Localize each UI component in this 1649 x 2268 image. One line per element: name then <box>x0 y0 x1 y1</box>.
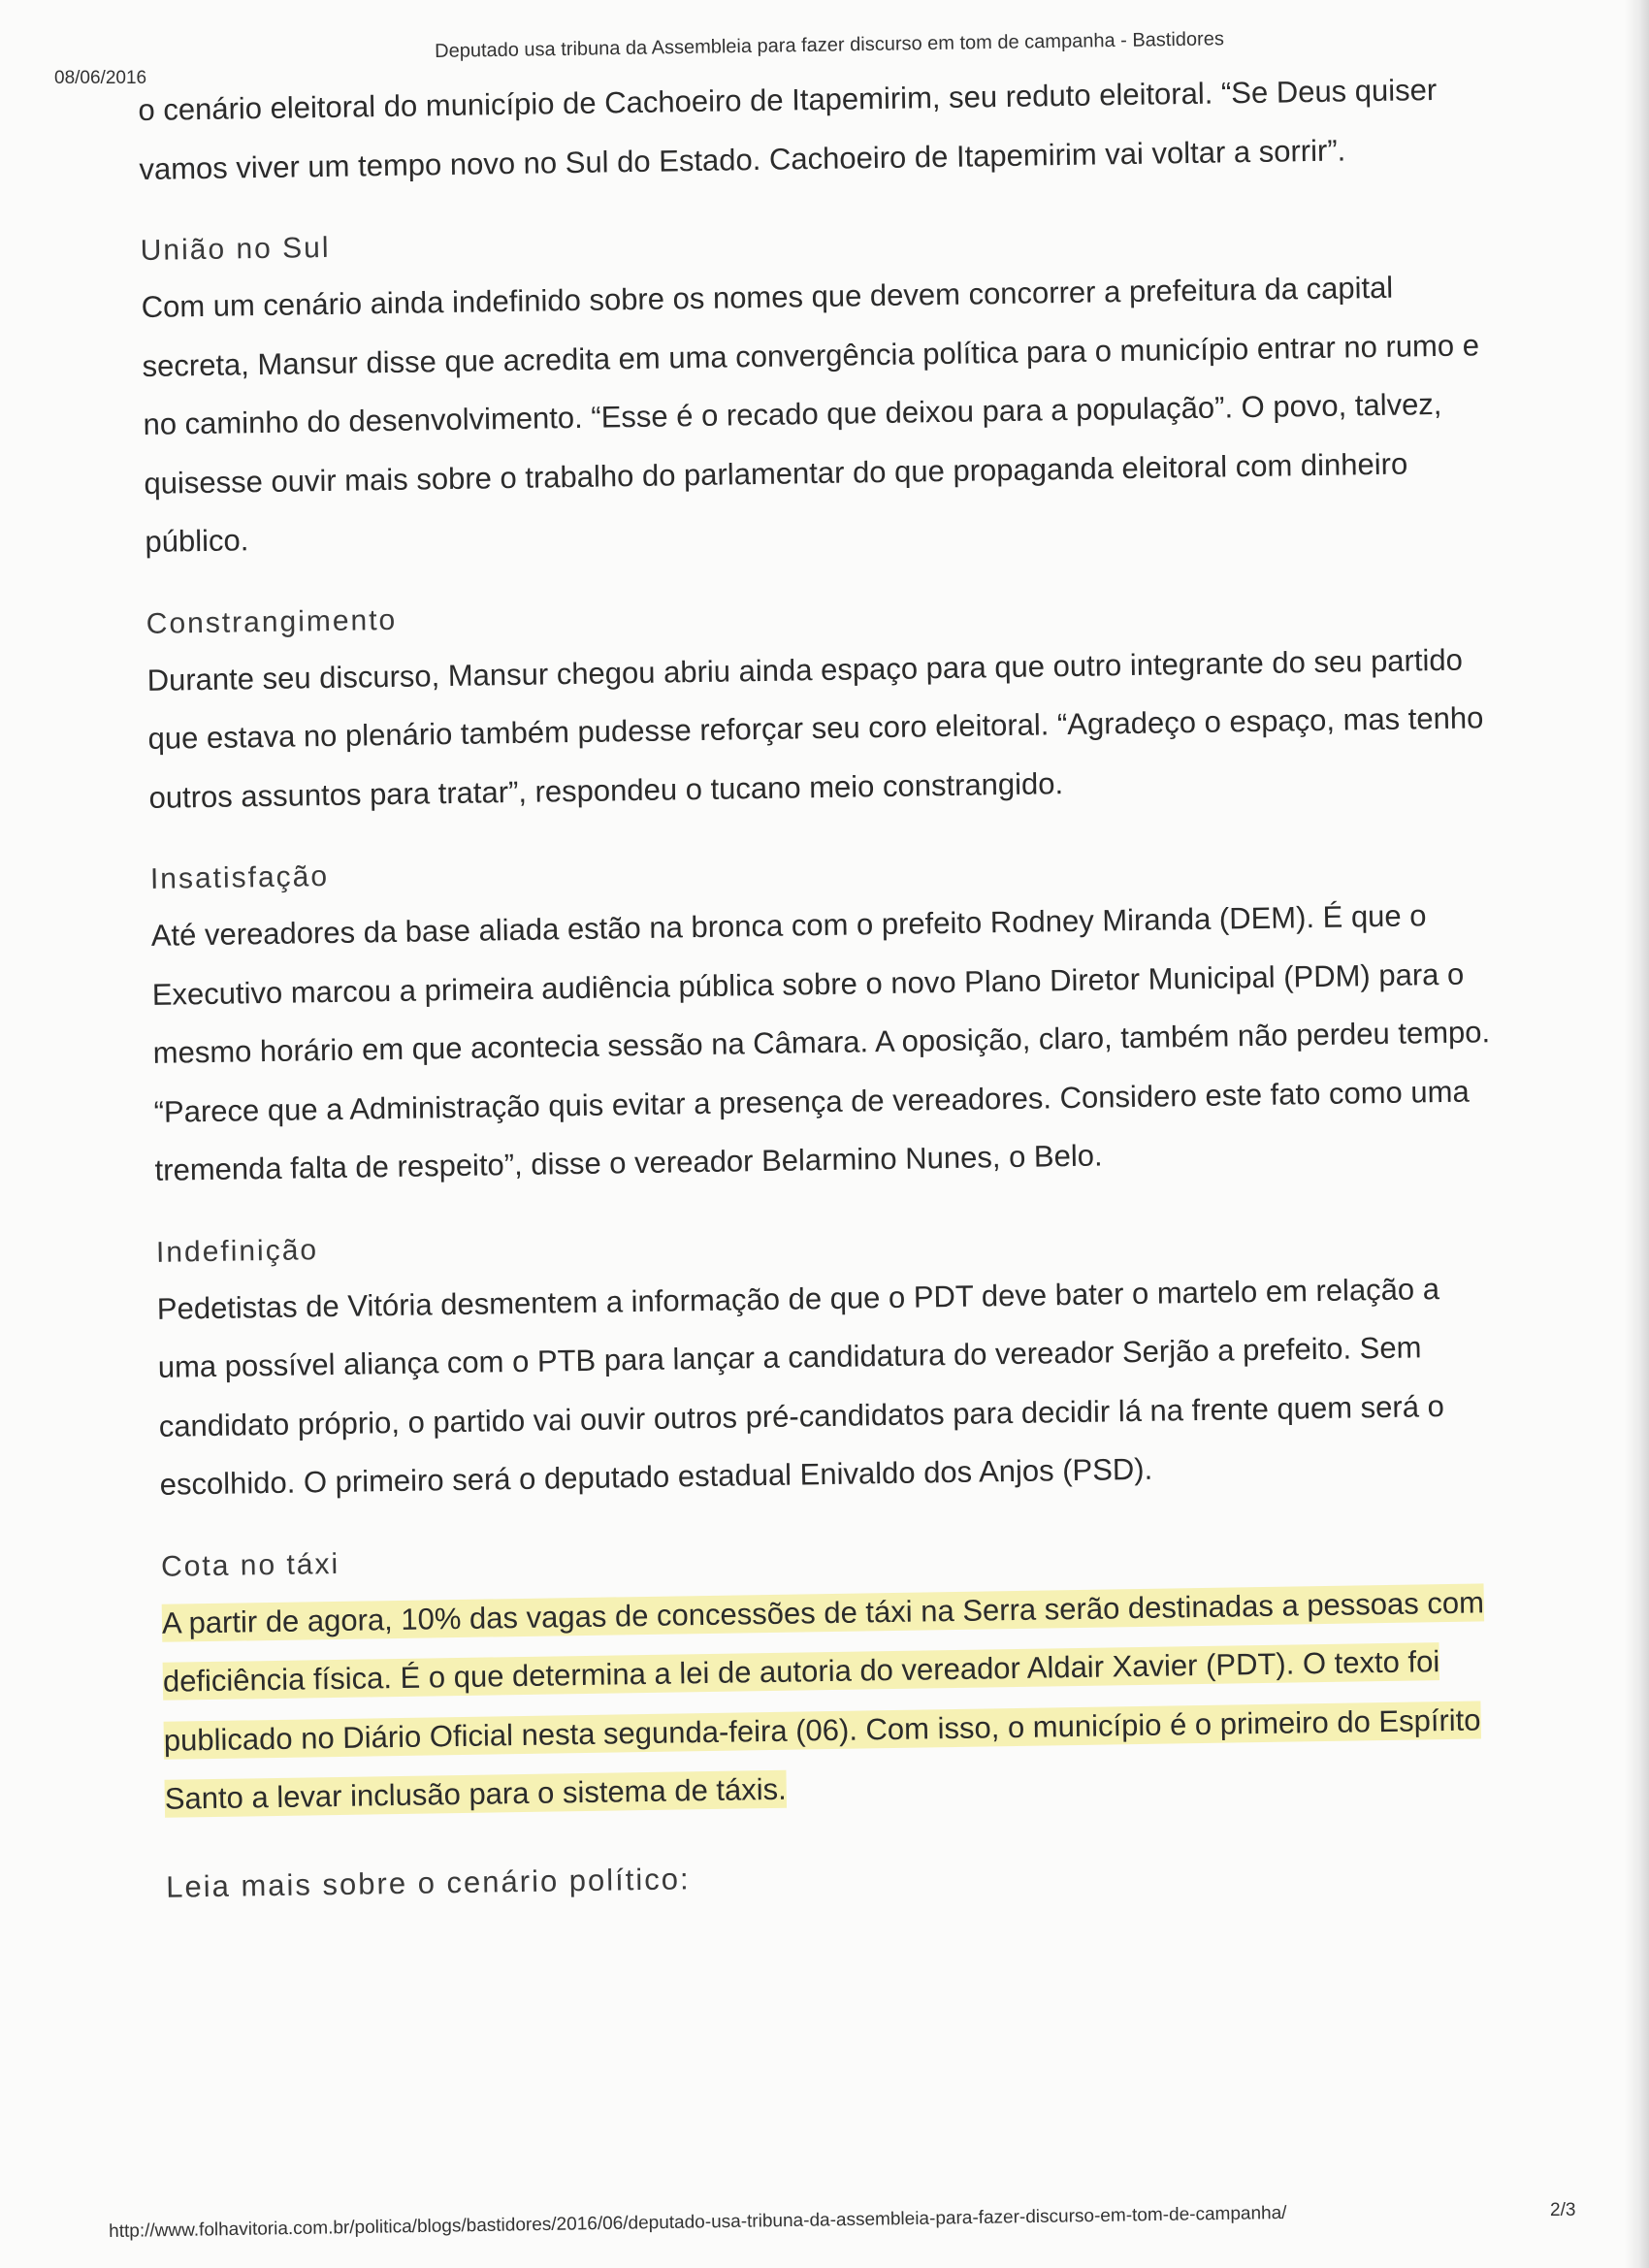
section-indefinicao <box>156 1205 1500 1515</box>
article-body <box>138 60 1505 1914</box>
section-uniao-no-sul <box>140 203 1483 571</box>
section-cota-no-taxi <box>161 1519 1504 1830</box>
page-number: 2/3 <box>1550 2200 1576 2220</box>
section-heading: Constrangimento <box>146 603 398 640</box>
section-constrangimento <box>146 576 1488 827</box>
highlighter-mark: A partir de agora, 10% das vagas de concessões de táxi na Serra serão destinadas a pessoas com deficiência física. É o que determina a lei de autoria do vereador Aldair Xavier (PDT). O texto foi publicado no Diário Oficial nesta segunda-feira (06). Com isso, o município é o primeiro do Espírito Santo a levar inclusão para o sistema de táxis. <box>161 1584 1485 1816</box>
print-date: 08/06/2016 <box>54 68 147 88</box>
section-paragraph: Pedetistas de Vitória desmentem a informação de que o PDT deve bater o martelo em relação a uma possível aliança com o PTB para lançar a candidatura do vereador Serjão a prefeito. Sem candidato próprio, o partido vai ouvir outros pré-candidatos para decidir lá na frente quem será o escolhido. O primeiro será o deputado estadual Enivaldo dos Anjos (PSD). <box>156 1271 1445 1502</box>
intro-paragraph: o cenário eleitoral do município de Cachoeiro de Itapemirim, seu reduto eleitoral. “Se Deus quiser vamos viver um tempo novo no Sul do Estado. Cachoeiro de Itapemirim vai voltar a sorrir”. <box>138 72 1438 186</box>
section-heading: União no Sul <box>140 231 331 267</box>
section-heading: Cota no táxi <box>160 1547 340 1583</box>
read-more-label: Leia mais sobre o cenário político: <box>165 1861 691 1904</box>
section-paragraph: Até vereadores da base aliada estão na bronca com o prefeito Rodney Miranda (DEM). É que o Executivo marcou a primeira audiência pública sobre o novo Plano Diretor Municipal (PDM) para o mesmo horário em que acontecia sessão na Câmara. A oposição, claro, também não perdeu tempo. “Parece que a Administração quis evitar a presença de vereadores. Considero este fato como uma tremenda falta de respeito”, disse o vereador Belarmino Nunes, o Belo. <box>150 898 1491 1187</box>
section-insatisfacao <box>149 831 1493 1200</box>
section-paragraph: Com um cenário ainda indefinido sobre os nomes que devem concorrer a prefeitura da capital secreta, Mansur disse que acredita em uma convergência política para o município entrar no rumo e no caminho do desenvolvimento. “Esse é o recado que deixou para a população”. O povo, talvez, quisesse ouvir mais sobre o trabalho do parlamentar do que propaganda eleitoral com dinheiro público. <box>141 270 1480 559</box>
section-paragraph: Durante seu discurso, Mansur chegou abriu ainda espaço para que outro integrante do seu partido que estava no plenário também pudesse reforçar seu coro eleitoral. “Agradeço o espaço, mas tenho outros assuntos para tratar”, respondeu o tucano meio constrangido. <box>146 642 1484 815</box>
highlighted-paragraph <box>161 1573 1504 1830</box>
print-page-title: Deputado usa tribuna da Assembleia para fazer discurso em tom de campanha - Bastidores <box>435 28 1225 62</box>
section-heading: Insatisfação <box>149 860 330 895</box>
section-heading: Indefinição <box>155 1233 319 1269</box>
footer-url: http://www.folhavitoria.com.br/politica/blogs/bastidores/2016/06/deputado-usa-tribuna-da-assembleia-para-fazer-discurso-em-tom-de-campanha/ <box>109 2202 1287 2242</box>
scan-shadow-edge <box>1624 0 1649 2268</box>
